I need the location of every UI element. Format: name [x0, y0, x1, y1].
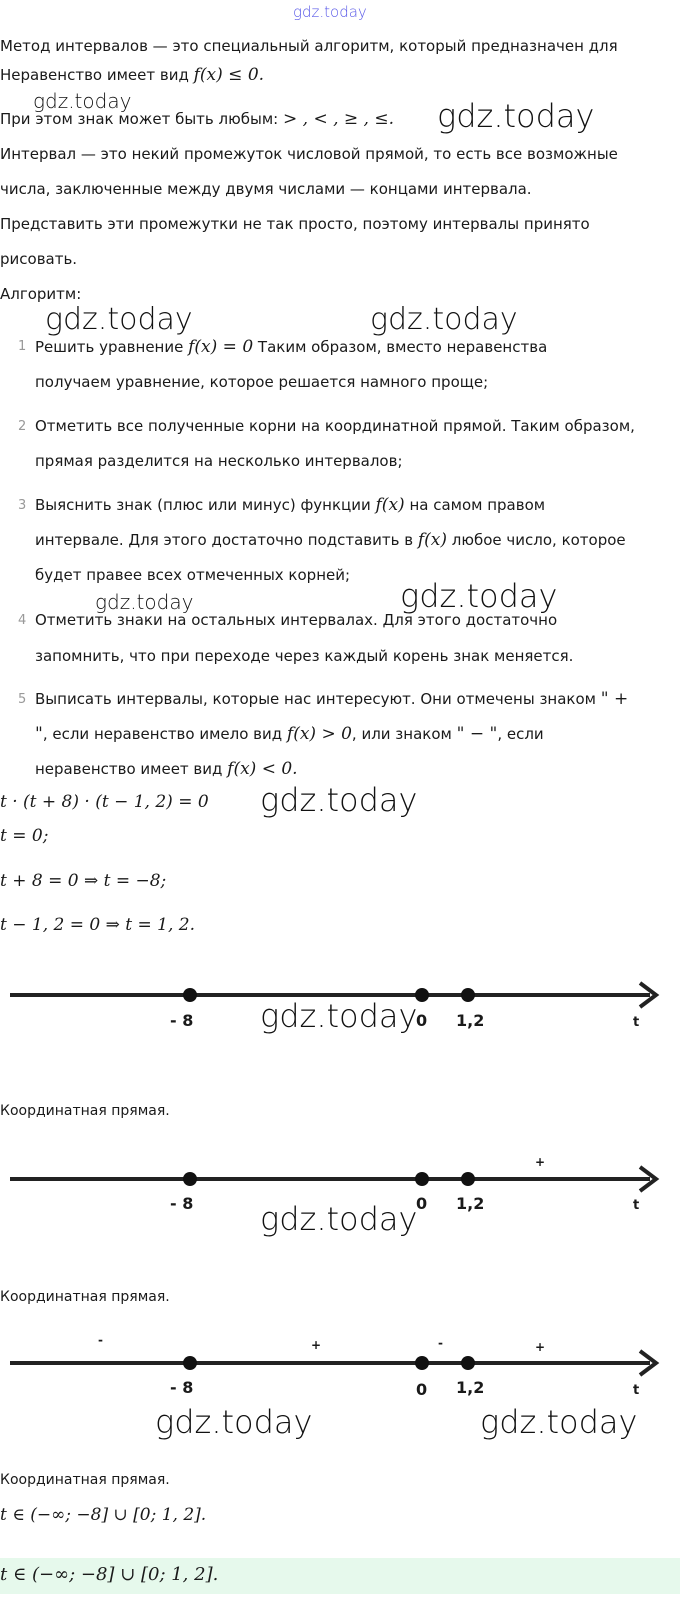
intro-line-1: Метод интервалов — это специальный алгоритм, который предназначен для — [0, 37, 618, 55]
step-number: 3 — [18, 498, 27, 513]
watermark: gdz.today — [437, 97, 595, 135]
figure-caption: Координатная прямая. — [0, 1103, 170, 1119]
point-zero — [415, 1172, 429, 1186]
step-5-text-c: , или знаком — [351, 725, 457, 743]
axis-label: t — [633, 1383, 640, 1398]
step-5-math-a: " + — [600, 689, 629, 709]
step-1-line-1 — [35, 337, 547, 357]
point-minus-8 — [183, 988, 197, 1002]
intro-line-2-text: Неравенство имеет вид — [0, 66, 194, 84]
def-line-4: рисовать. — [0, 250, 78, 268]
point-1-2 — [461, 1172, 475, 1186]
intro-line-2 — [0, 65, 264, 85]
step-3-text-b: на самом правом — [404, 496, 546, 514]
def-line-2: числа, заключенные между двумя числами — концами интервала. — [0, 180, 532, 198]
step-3-line-3: будет правее всех отмеченных корней; — [35, 566, 351, 584]
sign-label: - — [98, 1333, 103, 1347]
tick-label: 0 — [416, 1194, 428, 1213]
figure-caption: Координатная прямая. — [0, 1289, 170, 1305]
watermark: gdz.today — [95, 590, 194, 614]
step-4-line-1: Отметить знаки на остальных интервалах. Для этого достаточно — [35, 611, 558, 629]
step-3-text-c: интервале. Для этого достаточно подставить в — [35, 531, 418, 549]
axis-label: t — [633, 1198, 640, 1213]
step-5-line-1 — [35, 689, 628, 709]
tick-label: - 8 — [170, 1194, 194, 1213]
tick-label: 1,2 — [456, 1194, 485, 1213]
step-3-line-2 — [35, 530, 626, 550]
step-5-line-2 — [35, 724, 544, 744]
step-5-math-c: f(x) > 0 — [286, 724, 352, 744]
intro-line-3-text: При этом знак может быть любым: — [0, 110, 283, 128]
intro-line-2-math: f(x) ≤ 0. — [193, 65, 265, 85]
step-3-text-d: любое число, которое — [447, 531, 626, 549]
answer: t ∈ (−∞; −8] ∪ [0; 1, 2]. — [0, 1505, 207, 1525]
watermark: gdz.today — [155, 1403, 313, 1441]
watermark: gdz.today — [45, 302, 193, 337]
step-4-line-2: запомнить, что при переходе через каждый корень знак меняется. — [35, 647, 574, 665]
equation: t = 0; — [0, 826, 49, 846]
step-3-text-a: Выяснить знак (плюс или минус) функции — [35, 496, 376, 514]
watermark: gdz.today — [370, 302, 518, 337]
step-5-text-d: , если — [497, 725, 544, 743]
step-3-math: f(x) — [375, 495, 405, 515]
equation: t + 8 = 0 ⇒ t = −8; — [0, 871, 167, 891]
step-5-text-e: неравенство имеет вид — [35, 760, 228, 778]
tick-label: 1,2 — [456, 1011, 485, 1030]
step-number: 4 — [18, 613, 27, 628]
equation: t − 1, 2 = 0 ⇒ t = 1, 2. — [0, 915, 195, 935]
sign-label: + — [535, 1340, 546, 1354]
point-1-2 — [461, 1356, 475, 1370]
step-5-math-b: " — [35, 724, 43, 744]
sign-label: + — [535, 1155, 546, 1169]
algorithm-title: Алгоритм: — [0, 285, 82, 303]
step-number: 2 — [18, 419, 27, 434]
tick-label: - 8 — [170, 1378, 194, 1397]
tick-label: - 8 — [170, 1011, 194, 1030]
step-number: 5 — [18, 692, 27, 707]
sign-label: + — [311, 1338, 322, 1352]
step-2-line-1: Отметить все полученные корни на координатной прямой. Таким образом, — [35, 417, 635, 435]
tick-label: 1,2 — [456, 1378, 485, 1397]
figure-caption: Координатная прямая. — [0, 1472, 170, 1488]
step-number: 1 — [18, 339, 27, 354]
number-line — [0, 1159, 680, 1199]
step-1-math: f(x) = 0 — [188, 337, 254, 357]
point-zero — [415, 1356, 429, 1370]
watermark: gdz.today — [260, 781, 418, 819]
sign-label: - — [438, 1336, 443, 1350]
point-1-2 — [461, 988, 475, 1002]
point-minus-8 — [183, 1172, 197, 1186]
tick-label: 0 — [416, 1011, 428, 1030]
watermark: gdz.today — [480, 1403, 638, 1441]
answer-highlighted: t ∈ (−∞; −8] ∪ [0; 1, 2]. — [0, 1564, 219, 1585]
watermark-top: gdz.today — [293, 3, 367, 21]
step-3-math-2: f(x) — [417, 530, 447, 550]
def-line-1: Интервал — это некий промежуток числовой прямой, то есть все возможные — [0, 145, 618, 163]
step-1-text-b: Таким образом, вместо неравенства — [253, 338, 548, 356]
watermark: gdz.today — [260, 1200, 418, 1238]
tick-label: 0 — [416, 1380, 428, 1399]
point-minus-8 — [183, 1356, 197, 1370]
step-5-math-e: f(x) < 0. — [227, 759, 298, 779]
axis-label: t — [633, 1015, 640, 1030]
step-5-math-d: " − " — [456, 724, 498, 744]
watermark: gdz.today — [260, 997, 418, 1035]
step-5-text-b: , если неравенство имело вид — [42, 725, 287, 743]
step-3-line-1 — [35, 495, 545, 515]
step-1-text-a: Решить уравнение — [35, 338, 189, 356]
step-2-line-2: прямая разделится на несколько интервалов; — [35, 452, 403, 470]
step-5-line-3 — [35, 759, 298, 779]
step-5-text-a: Выписать интервалы, которые нас интересуют. Они отмечены знаком — [35, 690, 601, 708]
intro-line-3 — [0, 109, 394, 129]
number-line — [0, 1343, 680, 1383]
step-1-line-2: получаем уравнение, которое решается намного проще; — [35, 373, 489, 391]
intro-line-3-math: > , < , ≥ , ≤. — [282, 109, 394, 129]
watermark: gdz.today — [400, 577, 558, 615]
def-line-3: Представить эти промежутки не так просто, поэтому интервалы принято — [0, 215, 590, 233]
equation: t · (t + 8) · (t − 1, 2) = 0 — [0, 792, 209, 812]
watermark: gdz.today — [33, 89, 132, 113]
